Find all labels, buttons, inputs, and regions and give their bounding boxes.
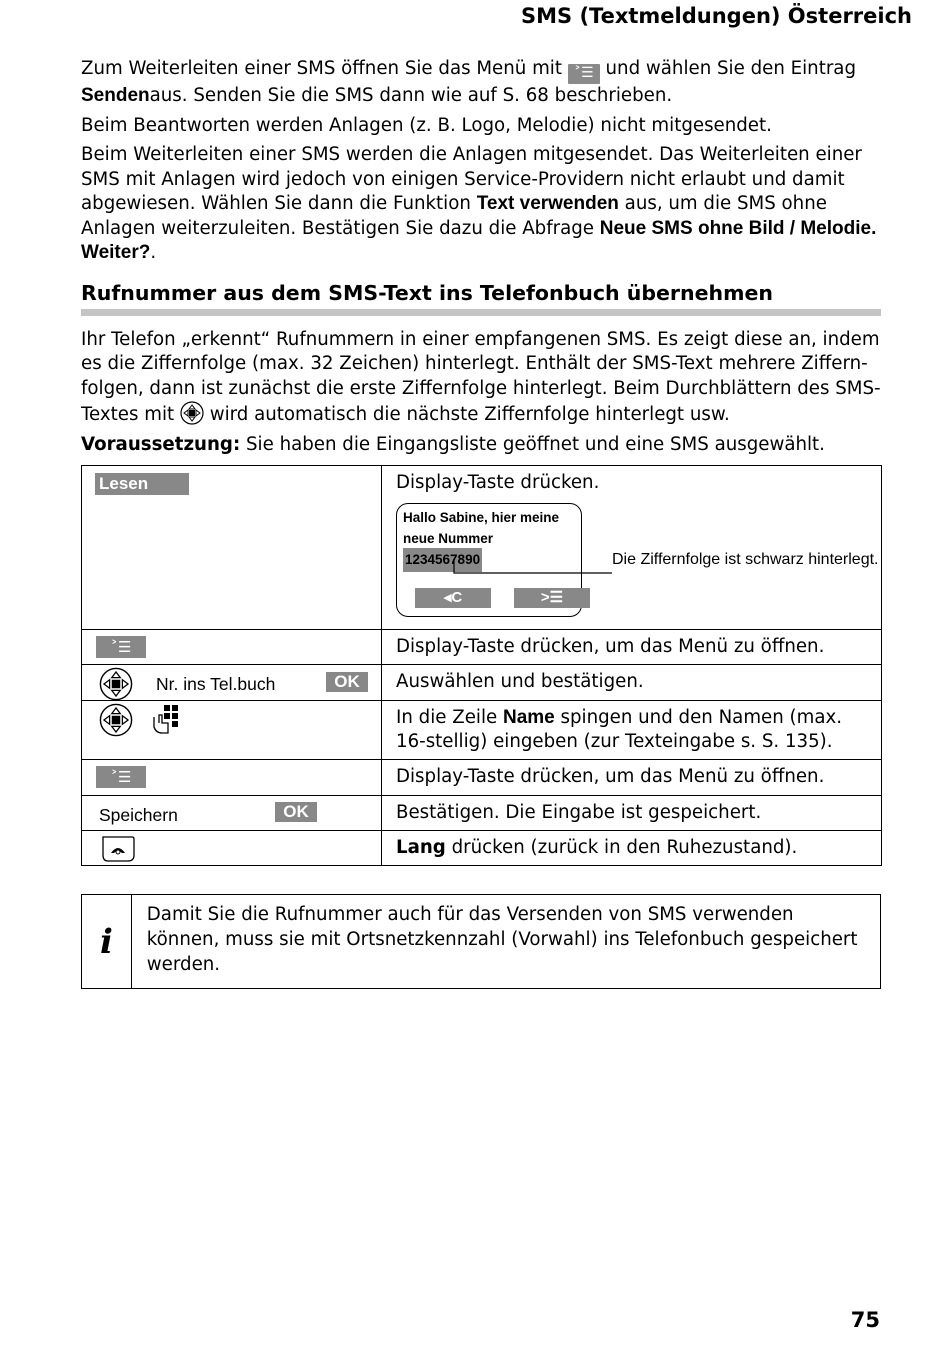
step-row-open-menu-2: ˃☰ Display-Taste drücken, um das Menü zu öffnen. [82,760,882,796]
steps-table [81,465,882,866]
intro-paragraph-reply: Beim Beantworten werden Anlagen (z. B. Logo, Melodie) nicht mitgesendet. [81,114,772,136]
page-content [81,57,881,866]
display-softkey-left: ◂C [415,588,491,608]
display-line-2: neue Nummer [403,531,494,546]
lesen-softkey: Lesen [95,473,189,495]
step-row-save: Speichern OK Bestätigen. Die Eingabe ist gespeichert. [82,796,882,831]
info-text: Damit Sie die Rufnummer auch für das Versenden von SMS verwenden können, muss sie mit Ortsnetzkennzahl (Vorwahl) ins Telefonbuch gespeichert werden. [146,904,858,975]
menu-key-icon: ˃☰ [96,766,146,788]
info-box [81,894,881,989]
ok-key: OK [275,802,317,822]
navigation-key-icon [180,401,204,425]
menu-item-label: Nr. ins Tel.buch [156,674,276,694]
section-rule [81,309,881,316]
callout-text: Die Ziffernfolge ist schwarz hinterlegt. [612,551,879,568]
step-text-read: Display-Taste drücken. [396,472,600,493]
ok-key: OK [326,672,368,692]
callout-line [452,559,622,579]
end-call-key-icon [100,835,136,863]
step-row-read [82,466,882,630]
page-header-title: SMS (Textmeldungen) Österreich [521,4,912,28]
step-row-enter-name: In die Zeile Name spingen und den Namen (max. 16-stellig) eingeben (zur Texteingabe s. S. 135). [82,701,882,760]
step-row-hangup: Lang drücken (zurück in den Ruhezustand). [82,831,882,866]
navigation-key-icon [99,703,133,737]
save-label: Speichern [99,805,178,825]
menu-key-icon: ˃☰ [96,636,146,658]
intro-paragraph-forward: Zum Weiterleiten einer SMS öffnen Sie das Menü mit ˃☰ und wählen Sie den Eintrag Sendenaus. Senden Sie die SMS dann wie auf S. 68 beschrieben. [81,58,856,106]
navigation-key-icon [99,667,133,701]
section-paragraph: Ihr Telefon „erkennt“ Rufnummern in einer empfangenen SMS. Es zeigt diese an, indem es die Ziffernfolge (max. 32 Zeichen) hinterlegt. Enthält der SMS-Text mehrere Ziffernfolgen, dann ist zunächst die erste Ziffernfolge hinterlegt. Beim Durchblättern des SMS-Textes mit wird automatisch die nächste Ziffernfolge hinterlegt usw. [81,328,881,425]
info-icon: i [82,895,132,988]
display-line-1: Hallo Sabine, hier meine [403,510,560,525]
section-heading: Rufnummer aus dem SMS-Text ins Telefonbuch übernehmen [81,280,773,305]
prerequisite: Voraussetzung: Sie haben die Eingangsliste geöffnet und eine SMS ausgewählt. [81,433,825,455]
menu-entry-senden: Senden [81,85,150,106]
page-number: 75 [850,1308,880,1332]
intro-paragraph-attachments: Beim Weiterleiten einer SMS werden die Anlagen mitgesendet. Das Weiterleiten einer SMS mit Anlagen wird jedoch von einigen Service-Providern nicht erlaubt und damit abgewiesen. Wählen Sie dann die Funktion Text verwenden aus, um die SMS ohne Anlagen weiterzuleiten. Bestätigen Sie dazu die Abfrage Neue SMS ohne Bild / Melodie. Weiter?. [81,144,877,263]
menu-key-icon: ˃☰ [568,64,600,84]
keypad-hand-icon [152,703,184,735]
step-row-select-entry: Nr. ins Tel.buch OK Auswählen und bestätigen. [82,665,882,701]
step-row-open-menu: ˃☰ Display-Taste drücken, um das Menü zu öffnen. [82,630,882,665]
display-number-highlight: 1234567890 [403,548,482,572]
display-softkey-right: ˃☰ [514,588,590,608]
